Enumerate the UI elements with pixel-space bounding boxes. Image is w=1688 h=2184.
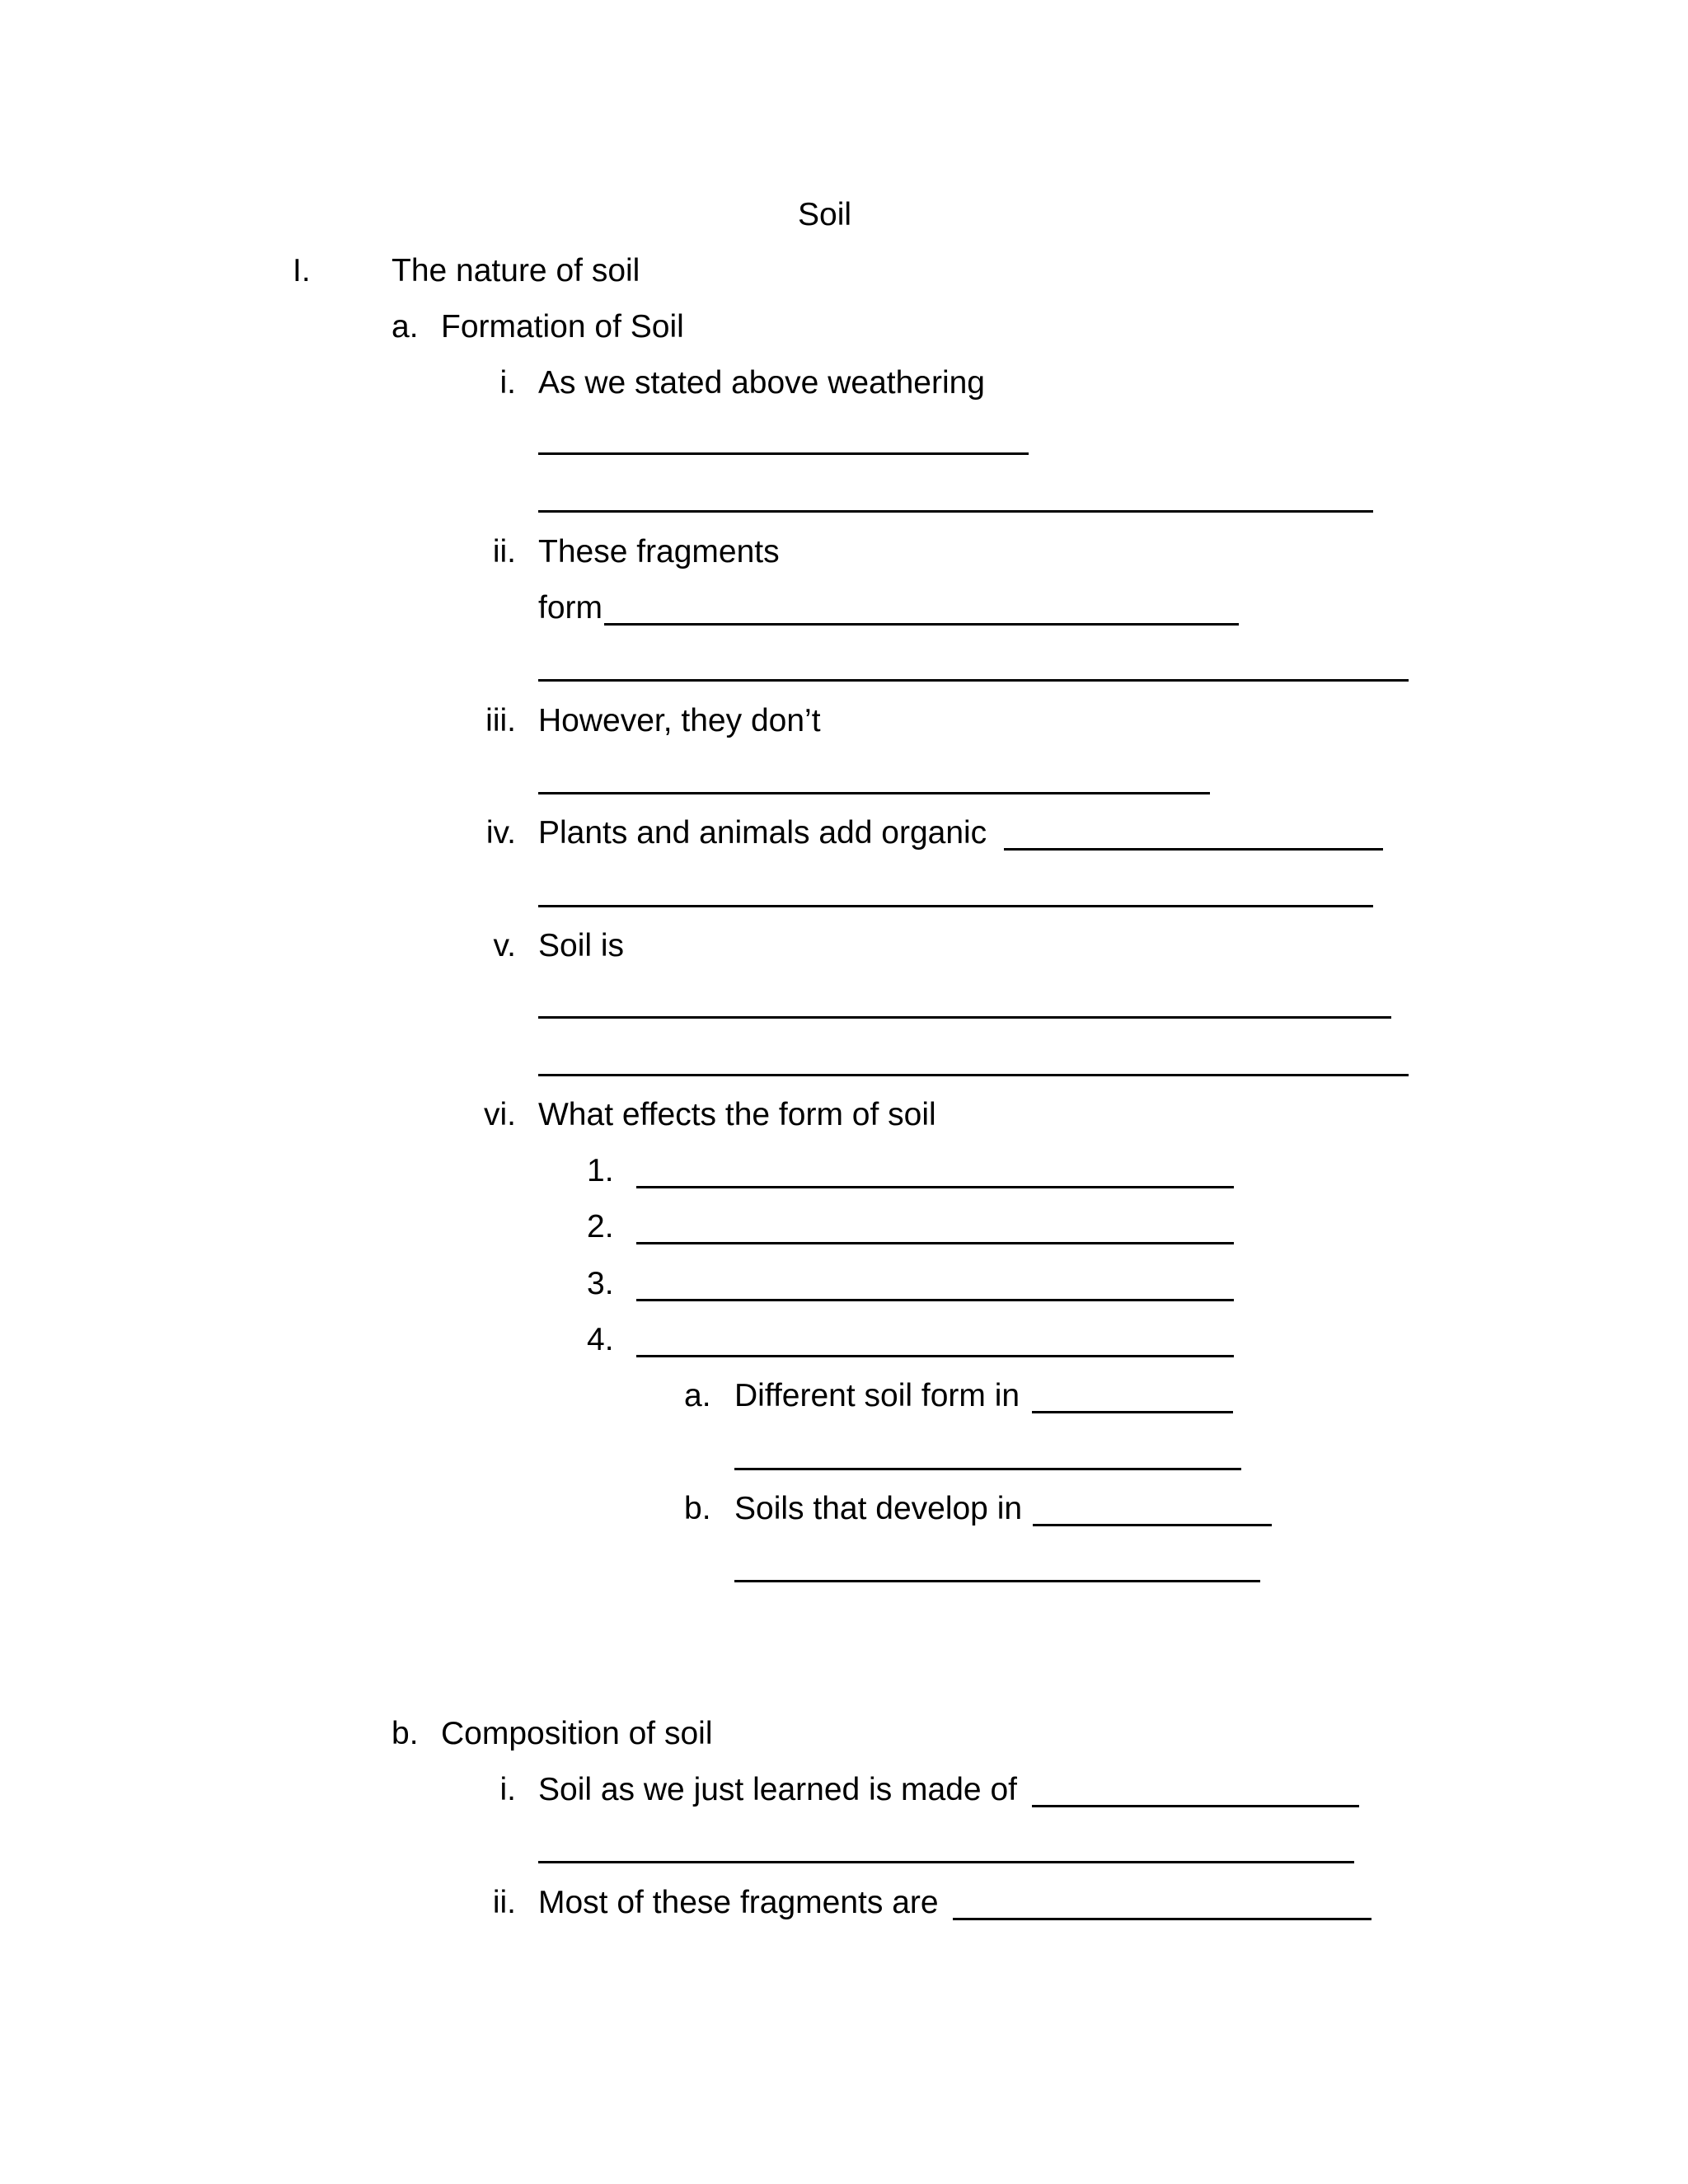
composition-item-i-blank-1 (1032, 1805, 1359, 1807)
page-title: Soil (798, 197, 852, 232)
item-iii-text: However, they don’t (538, 703, 821, 738)
answer-blank-iv-1 (1004, 848, 1383, 851)
item-vi-text: What effects the form of soil (538, 1097, 936, 1132)
sub-item-a-text: Different soil form in (734, 1378, 1020, 1413)
item-vi-marker: vi. (484, 1097, 516, 1132)
part-b-marker: b. (392, 1716, 419, 1751)
answer-blank-ii-2 (538, 679, 1409, 682)
section-1-heading: The nature of soil (392, 253, 640, 288)
sub-item-b-blank-1 (1033, 1524, 1272, 1526)
item-iii-marker: iii. (485, 703, 516, 738)
answer-blank-iii-1 (538, 792, 1210, 794)
sub-item-a-blank-1 (1032, 1411, 1233, 1413)
sub-item-a-blank-2 (734, 1468, 1241, 1470)
factor-1-blank (636, 1186, 1234, 1188)
factor-3-marker: 3. (587, 1266, 614, 1301)
factor-4-blank (636, 1355, 1234, 1357)
item-i-marker: i. (499, 365, 516, 401)
answer-blank-v-2 (538, 1074, 1409, 1076)
factor-2-blank (636, 1242, 1234, 1244)
answer-blank-i-2 (538, 510, 1373, 513)
answer-blank-ii-1 (604, 623, 1239, 626)
part-a-marker: a. (392, 309, 419, 344)
item-ii-marker: ii. (492, 534, 516, 569)
sub-item-b-marker: b. (684, 1491, 711, 1526)
factor-3-blank (636, 1299, 1234, 1301)
composition-item-i-text: Soil as we just learned is made of (538, 1772, 1017, 1807)
answer-blank-v-1 (538, 1016, 1391, 1019)
item-ii-text: These fragments (538, 534, 780, 569)
answer-blank-i-1 (538, 452, 1029, 455)
part-a-heading: Formation of Soil (441, 309, 684, 344)
sub-item-b-text: Soils that develop in (734, 1491, 1023, 1526)
factor-1-marker: 1. (587, 1153, 614, 1188)
item-ii-text-continued: form (538, 590, 603, 626)
factor-2-marker: 2. (587, 1209, 614, 1244)
item-iv-marker: iv. (485, 815, 516, 851)
item-v-marker: v. (493, 928, 516, 963)
answer-blank-iv-2 (538, 905, 1373, 907)
sub-item-b-blank-2 (734, 1580, 1260, 1582)
composition-item-ii-marker: ii. (492, 1885, 516, 1920)
composition-item-ii-text: Most of these fragments are (538, 1885, 939, 1920)
composition-item-i-marker: i. (499, 1772, 516, 1807)
item-v-text: Soil is (538, 928, 625, 963)
item-i-text: As we stated above weathering (538, 365, 986, 401)
factor-4-marker: 4. (587, 1322, 614, 1357)
composition-item-ii-blank-1 (953, 1918, 1372, 1920)
part-b-heading: Composition of soil (441, 1716, 713, 1751)
sub-item-a-marker: a. (684, 1378, 711, 1413)
item-iv-text: Plants and animals add organic (538, 815, 987, 851)
section-1-marker: I. (293, 253, 311, 288)
composition-item-i-blank-2 (538, 1861, 1354, 1863)
